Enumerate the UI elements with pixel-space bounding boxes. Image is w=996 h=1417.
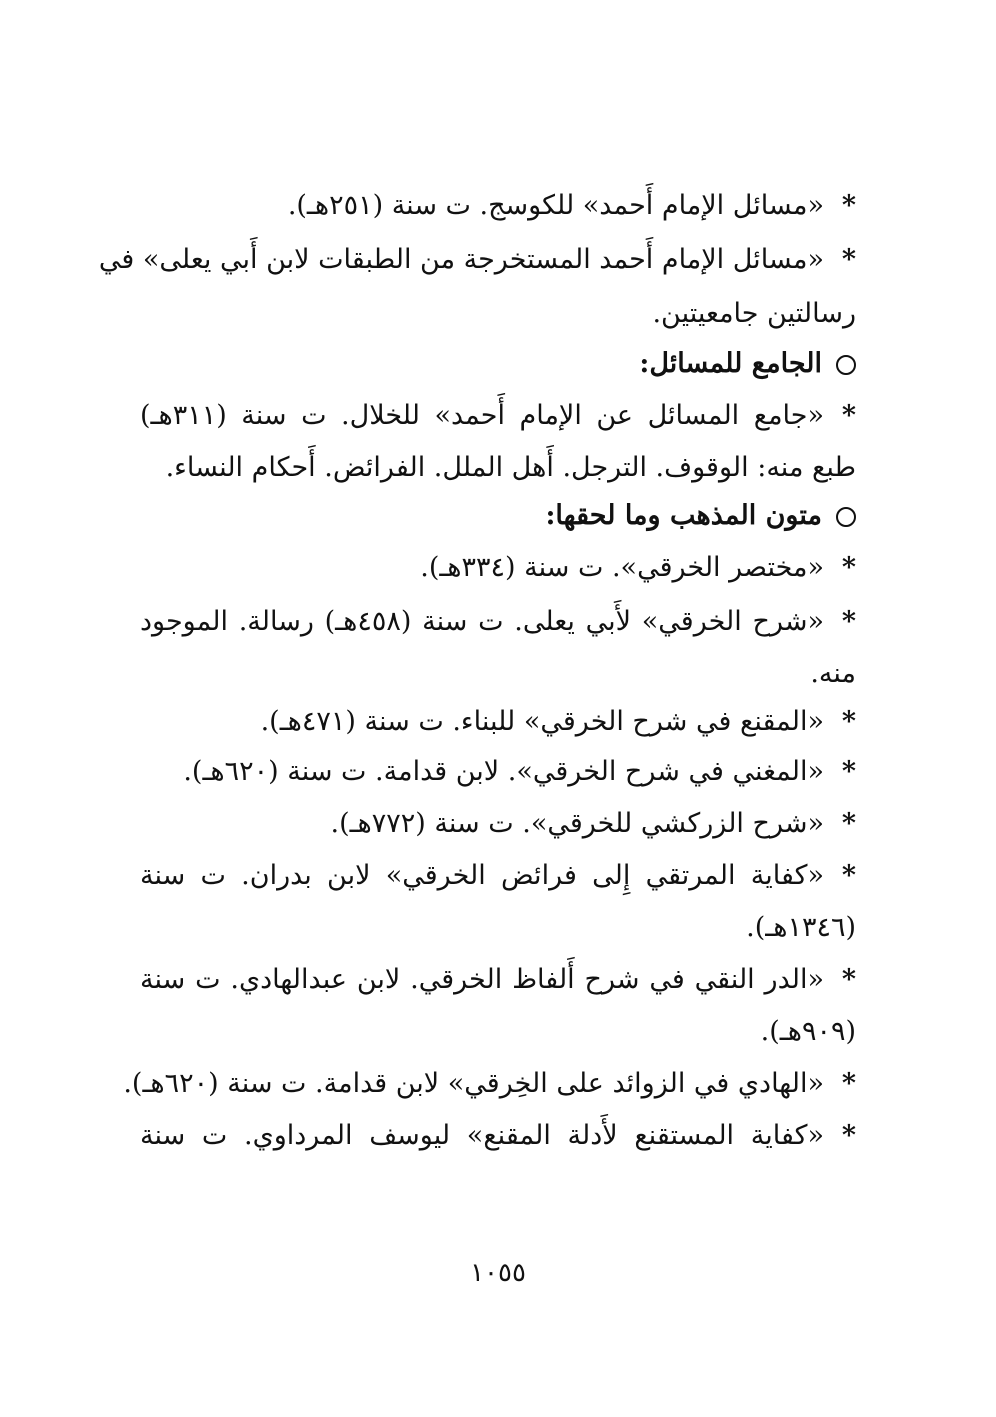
entry-continuation: [166, 448, 856, 488]
circle-bullet-icon: [836, 355, 856, 375]
entry-line: [140, 1116, 856, 1156]
entry-line: [183, 752, 856, 792]
entry-text: طبع منه: الوقوف. الترجل. أَهل الملل. الفرائض. أَحكام النساء.: [165, 452, 856, 483]
entry-text: «الهادي في الزوائد على الخِرقي» لابن قدامة. ت سنة (٦٢٠هـ).: [123, 1068, 824, 1099]
entry-continuation: [761, 1012, 856, 1052]
circle-bullet-icon: [836, 507, 856, 527]
entry-text: رسالتين جامعيتين.: [652, 298, 856, 329]
entry-line: [140, 960, 856, 1000]
entry-text: «المقنع في شرح الخرقي» للبناء. ت سنة (٤٧١هـ).: [260, 706, 824, 737]
entry-line: [288, 186, 856, 226]
bullet-marker: *: [841, 706, 856, 737]
entry-line: [140, 856, 856, 896]
bullet-marker: *: [841, 860, 856, 891]
bullet-marker: *: [841, 808, 856, 839]
heading-text: الجامع للمسائل:: [639, 348, 822, 379]
section-heading: [639, 344, 856, 384]
bullet-marker: *: [841, 964, 856, 995]
entry-text: منه.: [810, 658, 856, 689]
entry-continuation: [746, 908, 856, 948]
entry-line: [140, 396, 856, 436]
entry-continuation: [652, 294, 856, 334]
bullet-marker: *: [841, 190, 856, 221]
entry-text: «شرح الخرقي» لأَبي يعلى. ت سنة (٤٥٨هـ) رسالة. الموجود: [140, 606, 824, 637]
bullet-marker: *: [841, 1120, 856, 1151]
entry-text: «مسائل الإمام أَحمد المستخرجة من الطبقات لابن أَبي يعلى» في: [98, 244, 824, 275]
entry-line: [98, 240, 856, 280]
entry-text: «الدر النقي في شرح أَلفاظ الخرقي. لابن عبدالهادي. ت سنة: [140, 964, 824, 995]
entry-text: (١٣٤٦هـ).: [746, 912, 856, 943]
entry-text: «مسائل الإمام أَحمد» للكوسج. ت سنة (٢٥١هـ).: [287, 190, 824, 221]
bullet-marker: *: [841, 400, 856, 431]
heading-text: متون المذهب وما لحقها:: [545, 500, 822, 531]
entry-text: «جامع المسائل عن الإمام أَحمد» للخلال. ت سنة (٣١١هـ): [140, 400, 824, 431]
entry-text: (٩٠٩هـ).: [760, 1016, 856, 1047]
entry-line: [420, 548, 856, 588]
entry-text: «كفاية المرتقي إِلى فرائض الخرقي» لابن بدران. ت سنة: [140, 860, 824, 891]
entry-text: «شرح الزركشي للخرقي». ت سنة (٧٧٢هـ).: [330, 808, 824, 839]
entry-line: [261, 702, 856, 742]
entry-text: «كفاية المستقنع لأَدلة المقنع» ليوسف المرداوي. ت سنة: [140, 1120, 824, 1151]
bullet-marker: *: [841, 756, 856, 787]
bullet-marker: *: [841, 1068, 856, 1099]
entry-line: [123, 1064, 856, 1104]
bullet-marker: *: [841, 244, 856, 275]
entry-line: [331, 804, 856, 844]
entry-continuation: [810, 654, 856, 694]
entry-text: «مختصر الخرقي». ت سنة (٣٣٤هـ).: [420, 552, 824, 583]
entry-line: [140, 602, 856, 642]
section-heading: [545, 496, 856, 536]
entry-text: «المغني في شرح الخرقي». لابن قدامة. ت سنة (٦٢٠هـ).: [183, 756, 824, 787]
bullet-marker: *: [841, 552, 856, 583]
page-number: ١٠٥٥: [470, 1258, 526, 1288]
bullet-marker: *: [841, 606, 856, 637]
